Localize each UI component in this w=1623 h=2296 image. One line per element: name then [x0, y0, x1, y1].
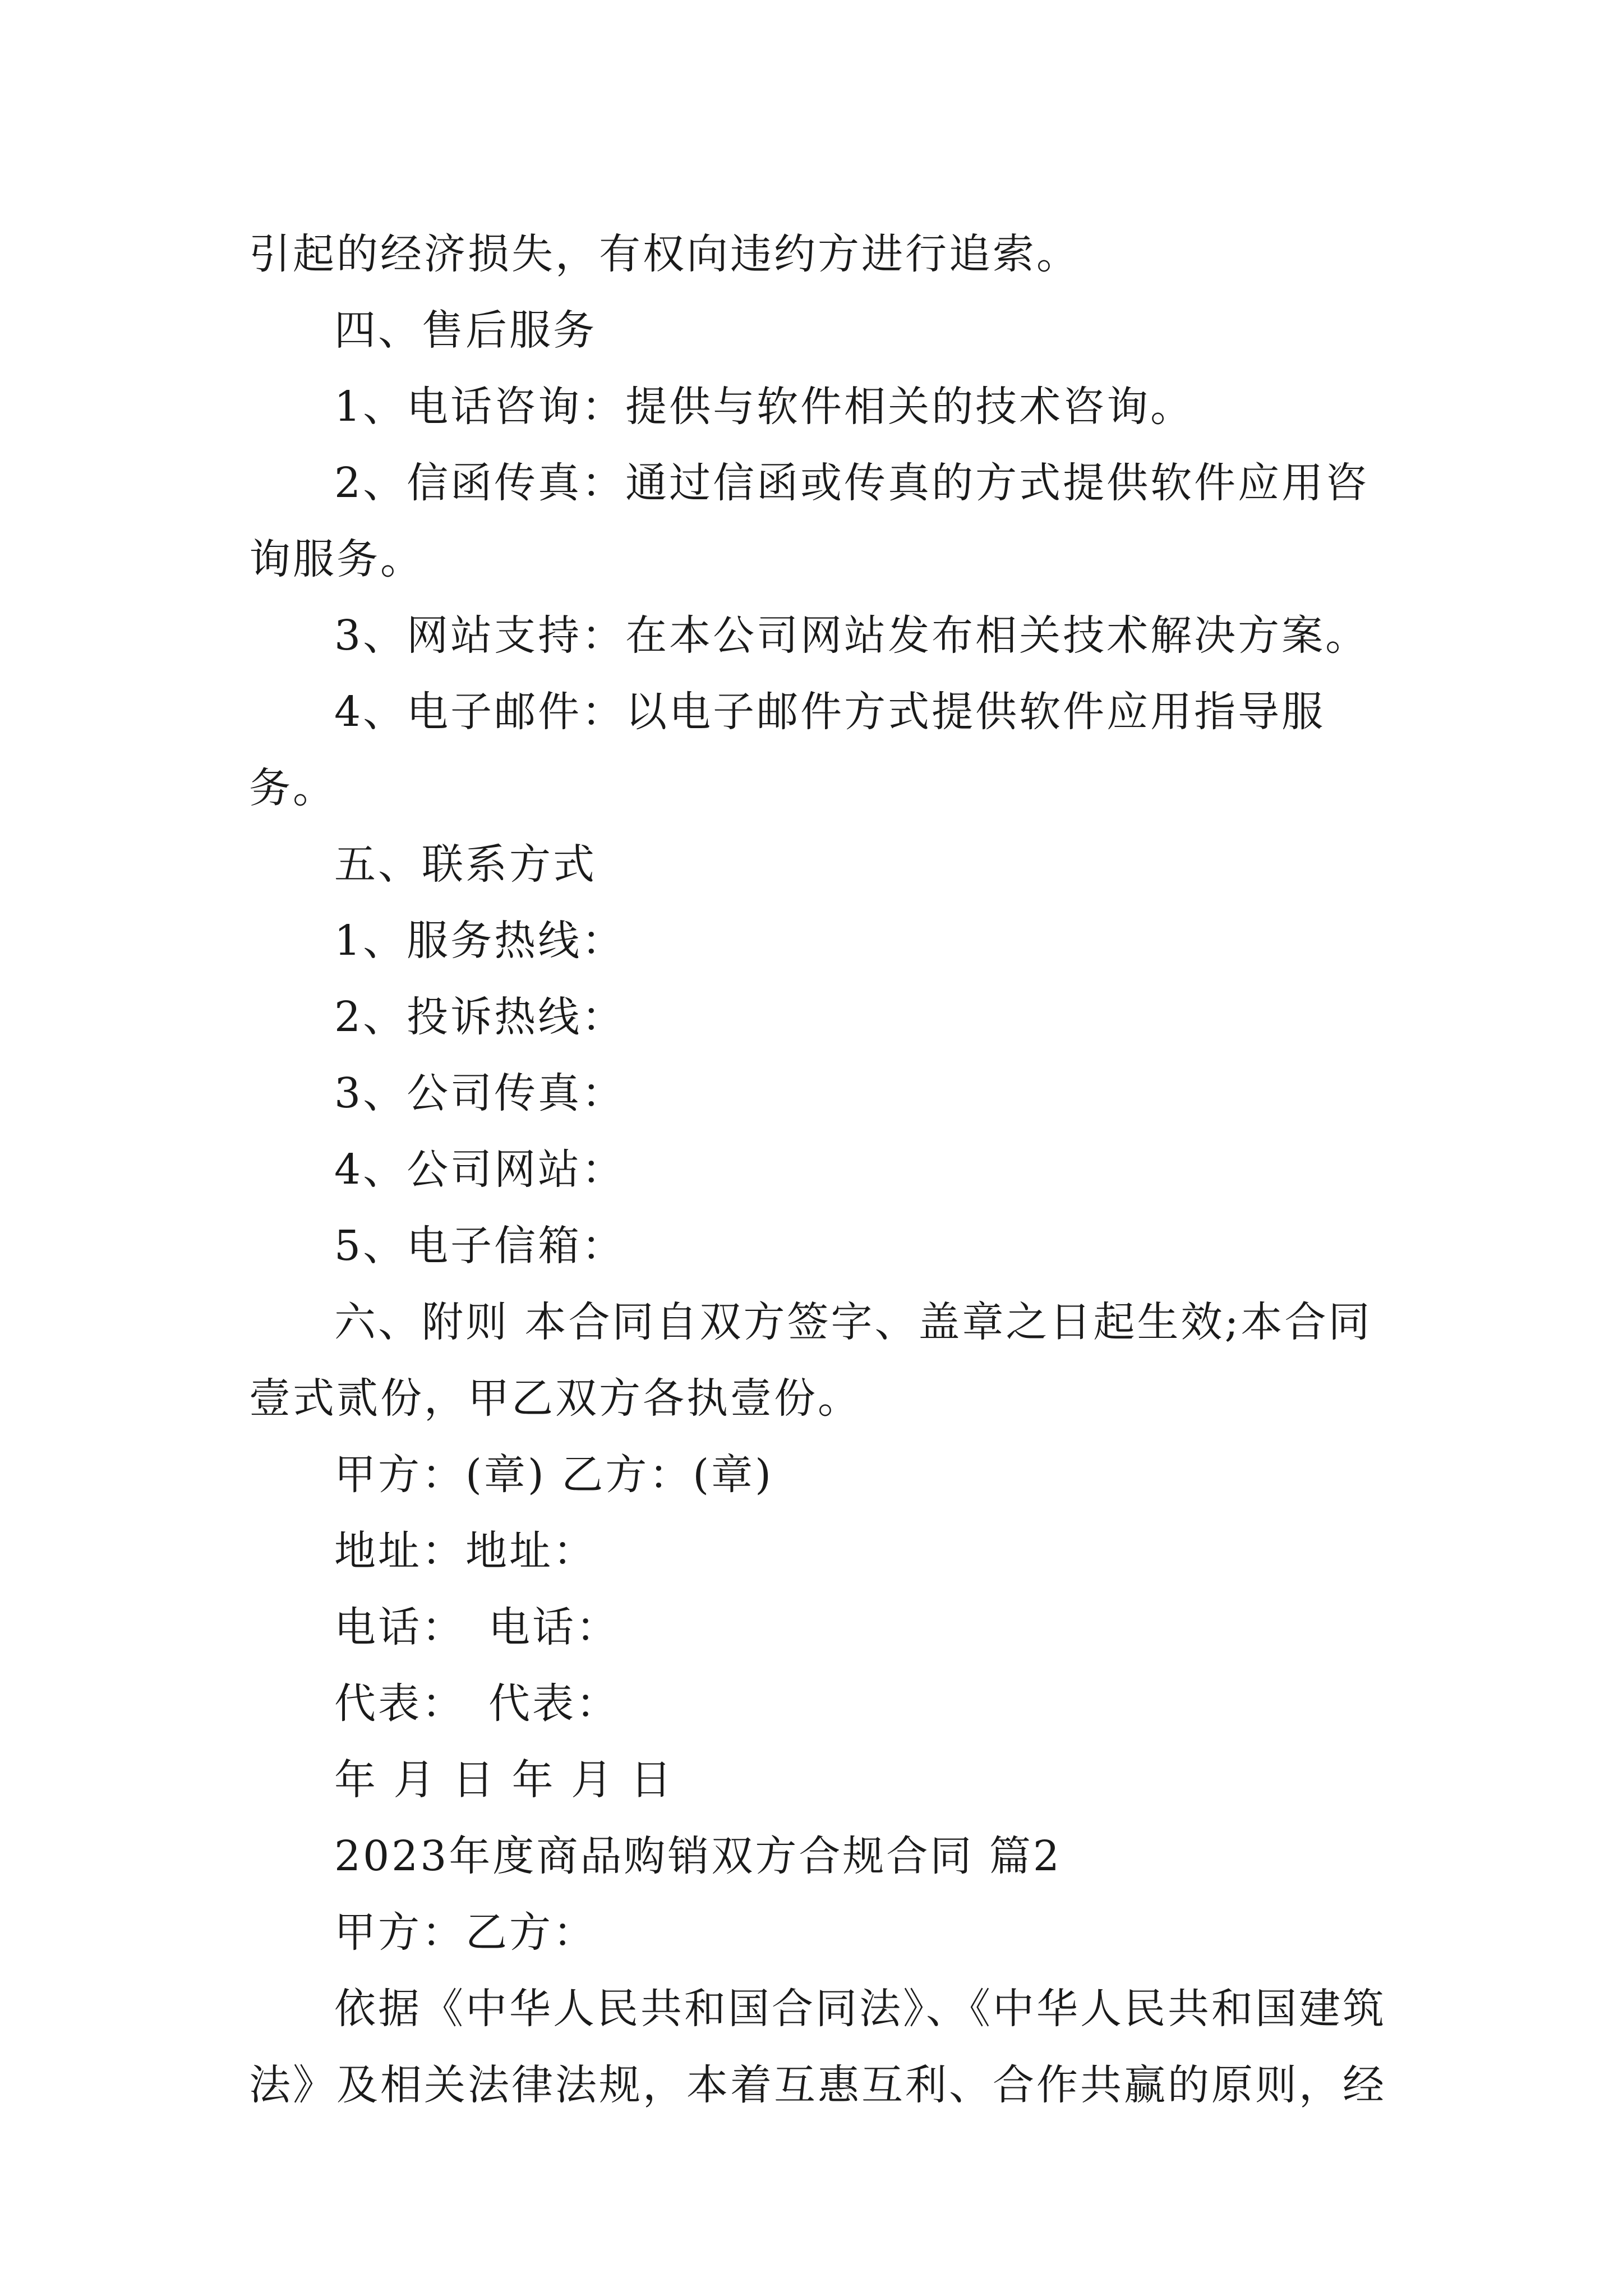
- item-letter-fax: 2、信函传真：通过信函或传真的方式提供软件应用咨询服务。: [249, 459, 1370, 583]
- signature-address: 地址：地址：: [334, 1527, 597, 1575]
- item-email: 4、电子邮件：以电子邮件方式提供软件应用指导服务。: [249, 688, 1326, 812]
- item-website-support: 3、网站支持：在本公司网站发布相关技术解决方案。: [334, 611, 1370, 660]
- contact-company-fax: 3、公司传真：: [334, 1069, 626, 1117]
- paragraph-supplementary: 六、附则 本合同自双方签字、盖章之日起生效;本合同壹式贰份，甲乙双方各执壹份。: [249, 1298, 1372, 1423]
- signature-phone: 电话： 电话：: [334, 1603, 620, 1651]
- document-body: [249, 216, 1393, 2123]
- contact-email: 5、电子信箱：: [334, 1222, 626, 1270]
- heading-after-sales-service: 四、售后服务: [334, 306, 597, 355]
- paragraph-loss-recovery: 引起的经济损失，有权向违约方进行追索。: [249, 230, 1080, 278]
- contact-complaint-hotline: 2、投诉热线：: [334, 993, 626, 1041]
- item-phone-consult: 1、电话咨询：提供与软件相关的技术咨询。: [334, 383, 1195, 431]
- section-title-part2: 2023年度商品购销双方合规合同 篇2: [334, 1832, 1062, 1880]
- parties-line: 甲方：乙方：: [334, 1908, 597, 1957]
- signature-date: 年 月 日 年 月 日: [334, 1756, 674, 1804]
- paragraph-legal-basis: 依据《中华人民共和国合同法》、《中华人民共和国建筑法》及相关法律法规，本着互惠互利、合作共赢的原则，经: [249, 1985, 1386, 2109]
- heading-contact: 五、联系方式: [334, 840, 597, 889]
- signature-representative: 代表： 代表：: [334, 1680, 620, 1728]
- signature-parties: 甲方：(章) 乙方：(章): [334, 1451, 774, 1499]
- contact-company-website: 4、公司网站：: [334, 1145, 626, 1194]
- contact-service-hotline: 1、服务热线：: [334, 917, 626, 965]
